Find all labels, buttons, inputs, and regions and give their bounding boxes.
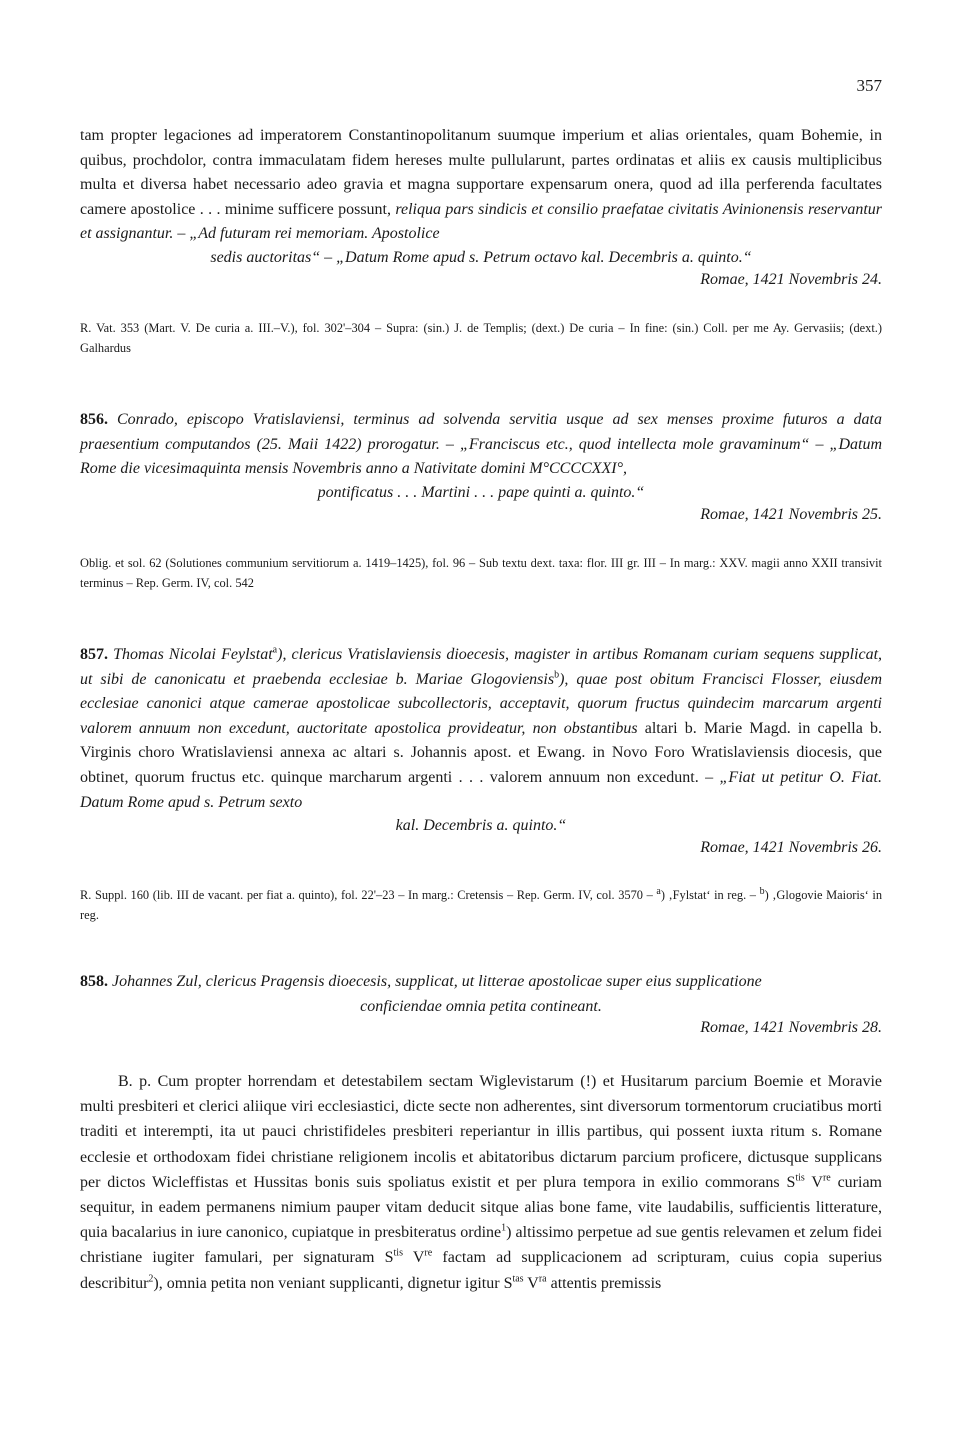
entry-857-closing: kal. Decembris a. quinto.“ [395, 817, 567, 834]
body-sup-tas: tas [512, 1273, 524, 1285]
entry-857-text-4: „Fiat ut petitur O. Fiat. Datum Rome apud s. Petrum sexto [80, 768, 882, 811]
entry-857-text-1: ), clericus Vratislaviensis dioecesis, magister in artibus Romanam curiam sequens supplicat, ut sibi de canonicatu et praebenda ecclesiae b. Mariae Glogoviensis [80, 646, 883, 688]
entry-858-body [80, 1069, 882, 1296]
entry-856-footnote: Oblig. et sol. 62 (Solutiones communium servitiorum a. 1419–1425), fol. 96 – Sub textu dext. taxa: flor. III gr. III – In marg.: XXV. magii anno XXII transivit terminus – Rep. Germ. IV, col. 542 [80, 556, 882, 590]
body-part-2: curiam sequitur, in eadem permanens nimium pauper vitam deducit sitque alias bone fame, vite laudabilis, sufficientis litterature, quia bacalarius in iure canonico, cupiatque in presbiteratus ordine [80, 1173, 883, 1242]
entry-856-regest: Conrado, episcopo Vratislaviensi, terminus ad solvenda servitia usque ad sex menses proxime futuros a data praesentium computandos (25. Maii 1422) prorogatur. – „Franciscus etc., quod intellecta mole gravaminum“ – „Datum Rome die vicesimaquinta mensis Novembris anno a Nativitate domini M°CCCCXXI°, [80, 411, 882, 478]
body-part-6: attentis premissis [546, 1274, 662, 1292]
entry-857-date: Romae, 1421 Novembris 26. [700, 839, 882, 856]
entry-857-footnote [80, 886, 882, 925]
body-sup-ra: ra [538, 1273, 547, 1285]
body-v-3: V [523, 1274, 539, 1292]
entry-857-note-3: ) ‚Glogovie Maioris‘ in reg. [80, 888, 883, 922]
body-sup-re-2: re [424, 1248, 433, 1260]
entry-855-date: Romae, 1421 Novembris 24. [700, 271, 882, 288]
entry-857-name: Thomas Nicolai Feylstat [113, 646, 273, 663]
entry-855-closing: sedis auctoritas“ – „Datum Rome apud s. Petrum octavo kal. Decembris a. quinto.“ [210, 249, 752, 266]
body-sup-re-1: re [822, 1172, 831, 1184]
entry-858-closing: conficiendae omnia petita contineant. [360, 998, 602, 1015]
entry-855-text-a: tam propter legaciones ad imperatorem Constantinopolitanum suumque imperium et alias orientales, quam Bohemie, in quibus, prochdolor, contra immaculatam fidem hereses multe pullularunt, partes ordinatas et aliis ex causis multiplicibus multa et diversa habet necessario adeo gravia et magna supportare expensarum onera, quod ad illa perferenda facultates camere apostolice . . . minime sufficere possunt, [80, 127, 882, 218]
entry-857-number: 857. [80, 646, 108, 663]
entry-857-text [80, 643, 882, 815]
entry-857-note-1: R. Suppl. 160 (lib. III de vacant. per fiat a. quinto), fol. 22'–23 – In marg.: Cretensis – Rep. Germ. IV, col. 3570 – [80, 888, 657, 902]
body-part-4: factam ad supplicacionem ad scripturam, cuius copia superius describitur [80, 1249, 883, 1292]
footnote-mark-b: b [554, 669, 560, 681]
body-part-1: B. p. Cum propter horrendam et detestabilem sectam Wiglevistarum (!) et Husitarum parcium Boemie et Moravie multi presbiteri et clerici aliique viri ecclesiastici, dicte secte non adherentes, sint diversorum tormentorum cruciatibus morti traditi et interempti, ita ut pauci christifideles presbiteri reperiantur in illis partibus, qui possent iuxta ritum s. Romane ecclesie et orthodoxam fidei christiane religionem incolis et abitatoribus dictarum parcium proficere, dictusque supplicans per dictos Wicleffistas et Hussitas bonis suis spoliatus existit et per plura tempora in exilio commorans S [80, 1073, 882, 1191]
entry-857-text-2: ), quae post obitum Francisci Flosser, eiusdem ecclesiae canonici atque camerae apostolicae subcollectoris, acceptavit, quorum fructus quindecim marcarum argenti valorem annuum non excedunt, auctoritate apostolica provideatur, non obstantibus [80, 670, 882, 737]
note-mark-b: b [759, 885, 765, 897]
note-mark-a: a [656, 885, 661, 897]
entry-856-number: 856. [80, 411, 108, 428]
entry-857-text-3: altari b. Marie Magd. in capella b. Virginis choro Wratislaviensi annexa ac altari s. Johannis apost. et Ewang. in Novo Foro Wratislaviensis diocesis, que obtinet, quorum fructus etc. quinque marcharum argenti . . . valorem annuum non excedunt. – [80, 719, 882, 786]
entry-855-text-b: reliqua pars sindicis et consilio praefatae civitatis Avinionensis reservantur et assignantur. – „Ad futuram rei memoriam. Apostolice [80, 200, 882, 243]
entry-858-number: 858. [80, 973, 108, 990]
entry-858-date: Romae, 1421 Novembris 28. [700, 1019, 882, 1036]
entry-855-text [80, 124, 882, 247]
page-number: 357 [856, 76, 882, 95]
footnote-mark-a: a [272, 644, 278, 656]
entry-855-footnote: R. Vat. 353 (Mart. V. De curia a. III.–V.), fol. 302'–304 – Supra: (sin.) J. de Templis; (dext.) De curia – In fine: (sin.) Coll. per me Ay. Gervasiis; (dext.) Galhardus [80, 321, 882, 355]
body-sup-tis-1: tis [795, 1172, 805, 1184]
body-v-2: V [402, 1249, 425, 1267]
footnote-mark-1: 1 [501, 1222, 507, 1234]
entry-858-regest: Johannes Zul, clericus Pragensis dioecesis, supplicat, ut litterae apostolicae super eius supplicatione [112, 973, 762, 990]
footnote-mark-2: 2 [148, 1273, 154, 1285]
entry-856-text [80, 408, 882, 482]
entry-856-date: Romae, 1421 Novembris 25. [700, 506, 882, 523]
body-sup-tis-2: tis [393, 1248, 403, 1260]
body-part-5: ), omnia petita non veniant supplicanti, dignetur igitur S [153, 1274, 513, 1292]
entry-858-text [80, 970, 882, 995]
body-part-3: ) altissimo perpetue ad sue gentis relevamen et zelum fidei christiane iugiter famulari, per signaturam S [80, 1224, 883, 1267]
entry-856-closing: pontificatus . . . Martini . . . pape quinti a. quinto.“ [317, 484, 645, 501]
body-v-1: V [804, 1173, 823, 1191]
entry-857-note-2: ) ‚Fylstat‘ in reg. – [660, 888, 760, 902]
